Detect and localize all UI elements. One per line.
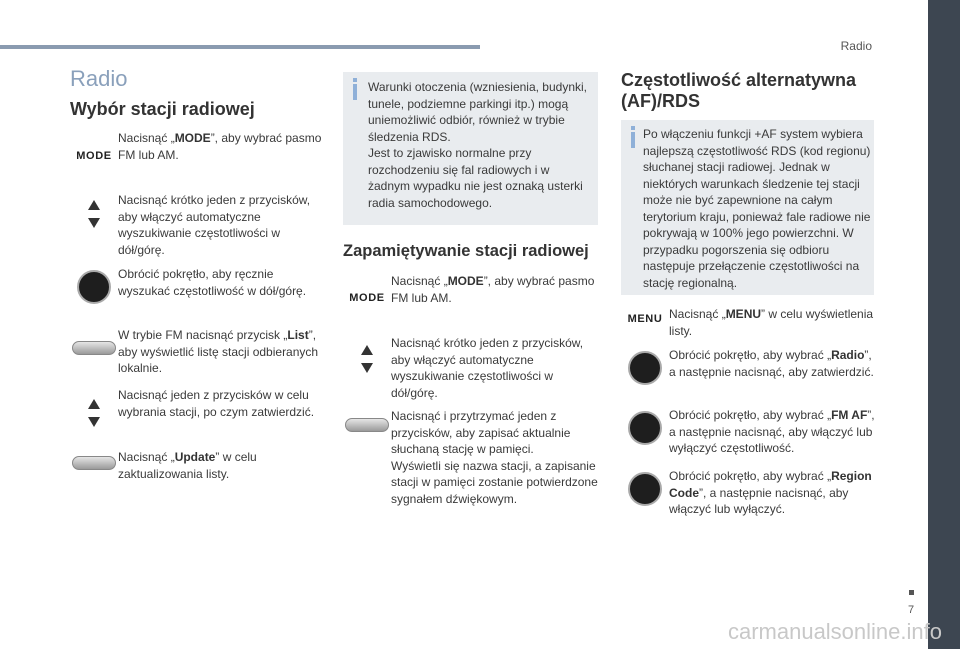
rotary-knob-icon bbox=[621, 347, 669, 385]
step-region-code bbox=[621, 468, 876, 518]
side-band bbox=[928, 0, 960, 649]
step-menu bbox=[621, 306, 876, 339]
step-text: Nacisnąć krótko jeden z przycisków, aby włączyć automatyczne wyszukiwanie częstotliwości w dół/górę. bbox=[118, 193, 311, 257]
up-down-arrows-icon bbox=[70, 192, 118, 228]
step-text: Nacisnąć „MODE”, aby wybrać pasmo FM lub AM. bbox=[118, 131, 322, 162]
step-radio bbox=[621, 347, 876, 385]
step-text: Nacisnąć „Update” w celu zaktualizowania listy. bbox=[118, 450, 257, 481]
step-text: Nacisnąć i przytrzymać jeden z przycisków, aby zapisać aktualnie słuchaną stację w pamięci. Wyświetli się nazwa stacji, a zapisanie stacji w pamięci zostanie potwierdzone sygnałem dźwiękowym. bbox=[391, 409, 598, 506]
step-seek bbox=[70, 192, 325, 258]
soft-key-icon bbox=[70, 327, 118, 355]
watermark: carmanualsonline.info bbox=[727, 619, 942, 644]
info-box-af bbox=[621, 120, 874, 295]
info-icon bbox=[353, 78, 357, 82]
chapter-label: Radio bbox=[840, 39, 872, 53]
up-down-arrows-icon bbox=[343, 335, 391, 373]
info-text: Warunki otoczenia (wzniesienia, budynki, tunele, podziemne parkingi itp.) mogą uniemożliwić odbiór, również w trybie śledzenia RDS. Jest to zjawisko normalne przy rozchodzeniu się fal radiowych i w żadnym wypadku nie jest oznaką usterki radia samochodowego. bbox=[368, 80, 587, 210]
page-number: 7 bbox=[908, 604, 915, 616]
info-icon bbox=[631, 126, 635, 130]
step-text: Obrócić pokrętło, aby wybrać „Region Code”, a następnie nacisnąć, aby włączyć lub wyłączyć. bbox=[669, 469, 872, 516]
section-title-af-rds: Częstotliwość alternatywna (AF)/RDS bbox=[621, 70, 857, 111]
step-fm-af bbox=[621, 407, 876, 457]
step-text: Obrócić pokrętło, aby wybrać „Radio”, a następnie nacisnąć, aby zatwierdzić. bbox=[669, 348, 874, 379]
step-text: Nacisnąć „MODE”, aby wybrać pasmo FM lub AM. bbox=[391, 274, 595, 305]
menu-button-icon: MENU bbox=[627, 313, 663, 325]
page-marker bbox=[909, 590, 914, 595]
header-rule bbox=[0, 45, 480, 49]
page-title: Radio bbox=[70, 66, 128, 91]
mode-button-icon: MODE bbox=[349, 292, 385, 304]
step-select bbox=[70, 387, 325, 427]
soft-key-icon bbox=[70, 449, 118, 470]
step-text: Nacisnąć krótko jeden z przycisków, aby włączyć automatyczne wyszukiwanie częstotliwości w dół/górę. bbox=[391, 336, 584, 400]
step-text: Nacisnąć jeden z przycisków w celu wybrania stacji, po czym zatwierdzić. bbox=[118, 388, 315, 419]
step-update bbox=[70, 449, 325, 482]
step-text: Obrócić pokrętło, aby wybrać „FM AF”, a następnie nacisnąć, aby włączyć lub wyłączyć częstotliwość. bbox=[669, 408, 875, 455]
info-text: Po włączeniu funkcji +AF system wybiera najlepszą częstotliwość RDS (kod regionu) słuchanej stacji radiowej. Jednak w niektórych warunkach śledzenie tej stacji może nie być zapewnione na całym terytorium kraju, ponieważ fale radiowe nie pokrywają w 100% jego powierzchni. W przypadku pogorszenia się odbioru następuje przełączenie częstotliwości na stację regionalną. bbox=[643, 127, 871, 290]
soft-key-icon bbox=[343, 408, 391, 432]
up-down-arrows-icon bbox=[70, 387, 118, 427]
section-title-memorize: Zapamiętywanie stacji radiowej bbox=[343, 242, 589, 260]
step-list bbox=[70, 327, 325, 377]
step-mode bbox=[70, 130, 325, 163]
section-title-station-select: Wybór stacji radiowej bbox=[70, 99, 255, 119]
step-text: Nacisnąć „MENU” w celu wyświetlenia listy. bbox=[669, 307, 874, 338]
step-text: Obrócić pokrętło, aby ręcznie wyszukać częstotliwość w dół/górę. bbox=[118, 267, 307, 298]
step-manual bbox=[70, 266, 325, 304]
rotary-knob-icon bbox=[70, 266, 118, 304]
rotary-knob-icon bbox=[621, 468, 669, 506]
rotary-knob-icon bbox=[621, 407, 669, 445]
info-box-conditions bbox=[343, 72, 598, 225]
step-store bbox=[343, 408, 598, 507]
step-mode bbox=[343, 273, 598, 306]
step-seek bbox=[343, 335, 598, 401]
step-text: W trybie FM nacisnąć przycisk „List”, aby wyświetlić listę stacji odbieranych lokalnie. bbox=[118, 328, 319, 375]
mode-button-icon: MODE bbox=[76, 150, 112, 162]
